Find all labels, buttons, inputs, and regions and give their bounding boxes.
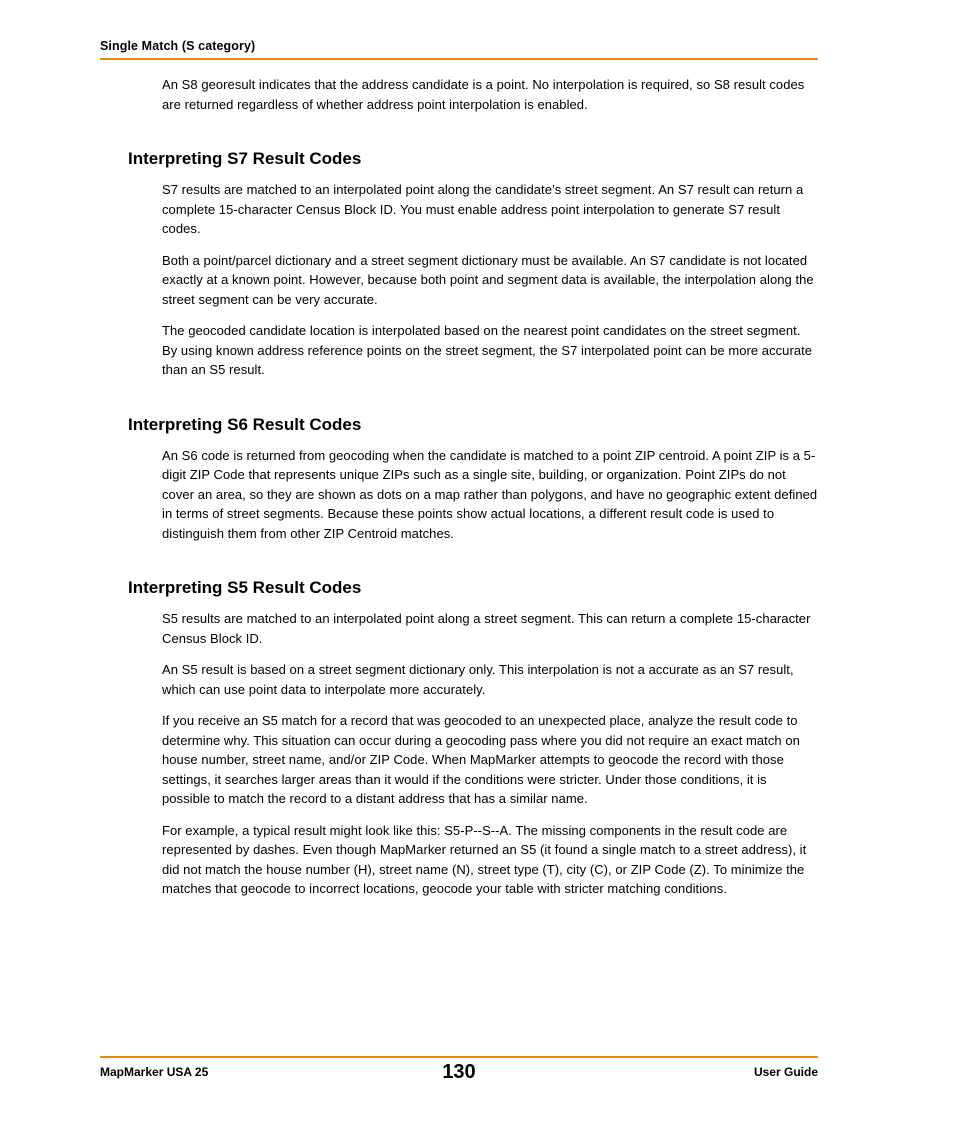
intro-paragraph: An S8 georesult indicates that the address candidate is a point. No interpolation is required, so S8 result codes are returned regardless of whether address point interpolation is enabled. (162, 77, 805, 112)
running-header (100, 39, 818, 60)
section-heading-s7: Interpreting S7 Result Codes (128, 149, 362, 168)
footer-page-number: 130 (442, 1061, 476, 1083)
footer-product-name: MapMarker USA 25 (100, 1065, 209, 1079)
s7-paragraph-1: S7 results are matched to an interpolated point along the candidate’s street segment. An S7 result can return a complete 15-character Census Block ID. You must enable address point interpolation to generate S7 result codes. (162, 182, 804, 236)
s7-paragraph-3: The geocoded candidate location is interpolated based on the nearest point candidates on the street segment. By using known address reference points on the street segment, the S7 interpolated point can be more accurate than an S5 result. (162, 323, 813, 377)
footer-row (100, 1061, 818, 1083)
s5-paragraph-1: S5 results are matched to an interpolated point along a street segment. This can return a complete 15-character Census Block ID. (162, 611, 811, 646)
section-heading-s5: Interpreting S5 Result Codes (128, 578, 362, 597)
footer-doc-title: User Guide (753, 1065, 818, 1079)
s5-paragraph-2: An S5 result is based on a street segment dictionary only. This interpolation is not a accurate as an S7 result, which can use point data to interpolate more accurately. (162, 662, 794, 697)
s5-paragraph-3: If you receive an S5 match for a record that was geocoded to an unexpected place, analyze the result code to determine why. This situation can occur during a geocoding pass where you did not require an exact match on house number, street name, and/or ZIP Code. When MapMarker attempts to geocode the record with those settings, it searches larger areas than it would if the conditions were stricter. Under those conditions, it is possible to match the record to a distant address that has a similar name. (162, 713, 800, 806)
page-footer (100, 1056, 818, 1083)
s5-paragraph-4: For example, a typical result might look like this: S5-P--S--A. The missing components in the result code are represented by dashes. Even though MapMarker returned an S5 (it found a single match to a street address), it did not match the house number (H), street name (N), street type (T), city (C), or ZIP Code (Z). To minimize the matches that geocode to incorrect locations, geocode your table with stricter matching conditions. (162, 822, 807, 896)
page-content (100, 73, 818, 911)
section-heading-s6: Interpreting S6 Result Codes (128, 414, 362, 434)
s6-paragraph-1: An S6 code is returned from geocoding when the candidate is matched to a point ZIP centroid. A point ZIP is a 5-digit ZIP Code that represents unique ZIPs such as a single site, building, or organization. Point ZIPs do not cover an area, so they are shown as dots on a map rather than polygons, and have no geographic extent defined in terms of street segments. Because these points show actual locations, a different result code is used to distinguish them from other ZIP Centroid matches. (162, 447, 818, 541)
running-header-title: Single Match (S category) (100, 39, 256, 53)
s7-paragraph-2: Both a point/parcel dictionary and a street segment dictionary must be available. An S7 candidate is not located exactly at a known point. However, because both point and segment data is available, the interpolation along the street segment can be very accurate. (162, 252, 814, 307)
